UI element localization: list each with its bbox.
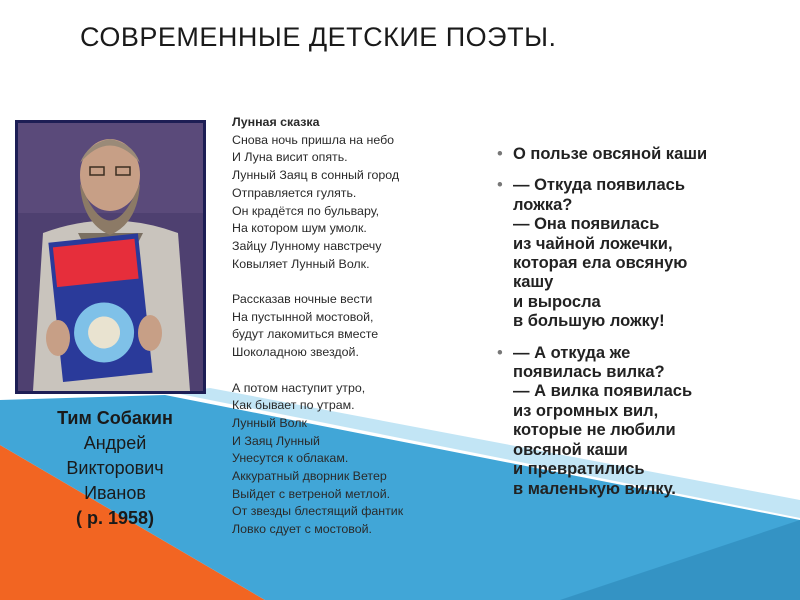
bullet-line: и превратились	[513, 460, 645, 479]
author-photo	[15, 120, 206, 394]
bullet-line: из огромных вил,	[513, 401, 659, 420]
poem-line: Выйдет с ветреной метлой.	[232, 486, 391, 501]
author-caption	[20, 406, 210, 531]
poem-line: Рассказав ночные вести	[232, 292, 373, 307]
poem-stanza	[232, 132, 492, 274]
bullet-line: ложка?	[513, 195, 573, 214]
poem-line: И Заяц Лунный	[232, 433, 320, 448]
bullet-line: — А вилка появилась	[513, 382, 693, 401]
bullet-line: кашу	[513, 273, 554, 292]
bullet-line: и выросла	[513, 292, 601, 311]
slide-title: СОВРЕМЕННЫЕ ДЕТСКИЕ ПОЭТЫ.	[80, 22, 557, 52]
bullet-line: из чайной ложечки,	[513, 234, 673, 253]
bullet-item	[497, 344, 787, 499]
poem-line: Он крадётся по бульвару,	[232, 203, 380, 218]
bullet-line: которые не любили	[513, 421, 676, 440]
bullet-line: — А откуда же	[513, 343, 631, 362]
poem-line: Снова ночь пришла на небо	[232, 132, 395, 147]
poem-line: Ловко сдует с мостовой.	[232, 522, 372, 537]
author-real-name-line: Викторович	[66, 458, 164, 478]
bullet-line: — Она появилась	[513, 215, 660, 234]
author-pseudonym: Тим Собакин	[57, 408, 173, 428]
poem-line: На котором шум умолк.	[232, 221, 367, 236]
bullet-dot-icon: •	[497, 343, 503, 362]
poem-line: От звезды блестящий фантик	[232, 504, 404, 519]
poem-line: Лунный Волк	[232, 415, 307, 430]
bullet-line: — Откуда появилась	[513, 176, 685, 195]
poem-line: будут лакомиться вместе	[232, 327, 379, 342]
author-photo-image	[18, 123, 203, 391]
poem-line: А потом наступит утро,	[232, 380, 366, 395]
bullet-list	[497, 145, 787, 511]
poem-line: Аккуратный дворник Ветер	[232, 469, 387, 484]
poem-line: Зайцу Лунному навстречу	[232, 238, 382, 253]
bullet-dot-icon: •	[497, 176, 503, 195]
bullet-dot-icon: •	[497, 145, 503, 163]
poem-line: Лунный Заяц в сонный город	[232, 168, 400, 183]
poem-line: Ковыляет Лунный Волк.	[232, 256, 370, 271]
poem-line: Как бывает по утрам.	[232, 398, 355, 413]
author-real-name-line: Андрей	[83, 433, 147, 453]
bullet-line: которая ела овсяную	[513, 254, 688, 273]
poem-title: Лунная сказка	[232, 115, 320, 129]
poem-line: Отправляется гулять.	[232, 185, 357, 200]
bullet-item	[497, 176, 787, 331]
poem-line: На пустынной мостовой,	[232, 309, 374, 324]
author-birth-year: ( р. 1958)	[75, 508, 155, 528]
bullet-item	[497, 145, 787, 164]
bullet-line: в маленькую вилку.	[513, 479, 676, 498]
author-real-name-line: Иванов	[84, 483, 146, 503]
bullet-line: О пользе овсяной каши	[513, 145, 708, 163]
poem-line: И Луна висит опять.	[232, 150, 348, 165]
poem-stanza	[232, 380, 492, 539]
poem-line: Шоколадною звездой.	[232, 345, 359, 360]
bullet-line: появилась вилка?	[513, 363, 665, 382]
bullet-line: овсяной каши	[513, 440, 628, 459]
poem-stanza	[232, 291, 492, 362]
poem-line: Унесутся к облакам.	[232, 451, 349, 466]
poem-block	[232, 114, 492, 557]
bullet-line: в большую ложку!	[513, 312, 665, 331]
